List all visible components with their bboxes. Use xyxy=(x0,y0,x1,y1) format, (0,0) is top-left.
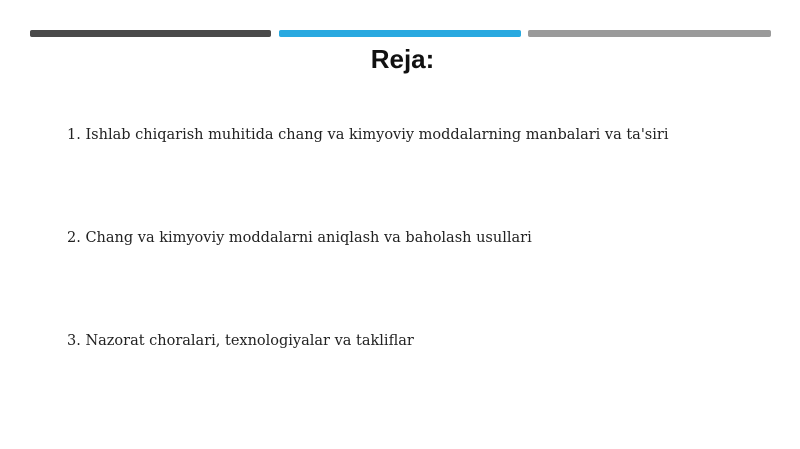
header-bar-dark xyxy=(30,30,271,37)
header-bar-blue xyxy=(279,30,521,37)
slide-title: Reja: xyxy=(370,44,435,74)
agenda-item-1: 1. Ishlab chiqarish muhitida chang va kimyoviy moddalarning manbalari va ta'siri xyxy=(67,127,669,143)
agenda-item-3: 3. Nazorat choralari, texnologiyalar va takliflar xyxy=(67,333,414,349)
agenda-item-2: 2. Chang va kimyoviy moddalarni aniqlash va baholash usullari xyxy=(67,230,532,246)
header-bar-gray xyxy=(528,30,771,37)
